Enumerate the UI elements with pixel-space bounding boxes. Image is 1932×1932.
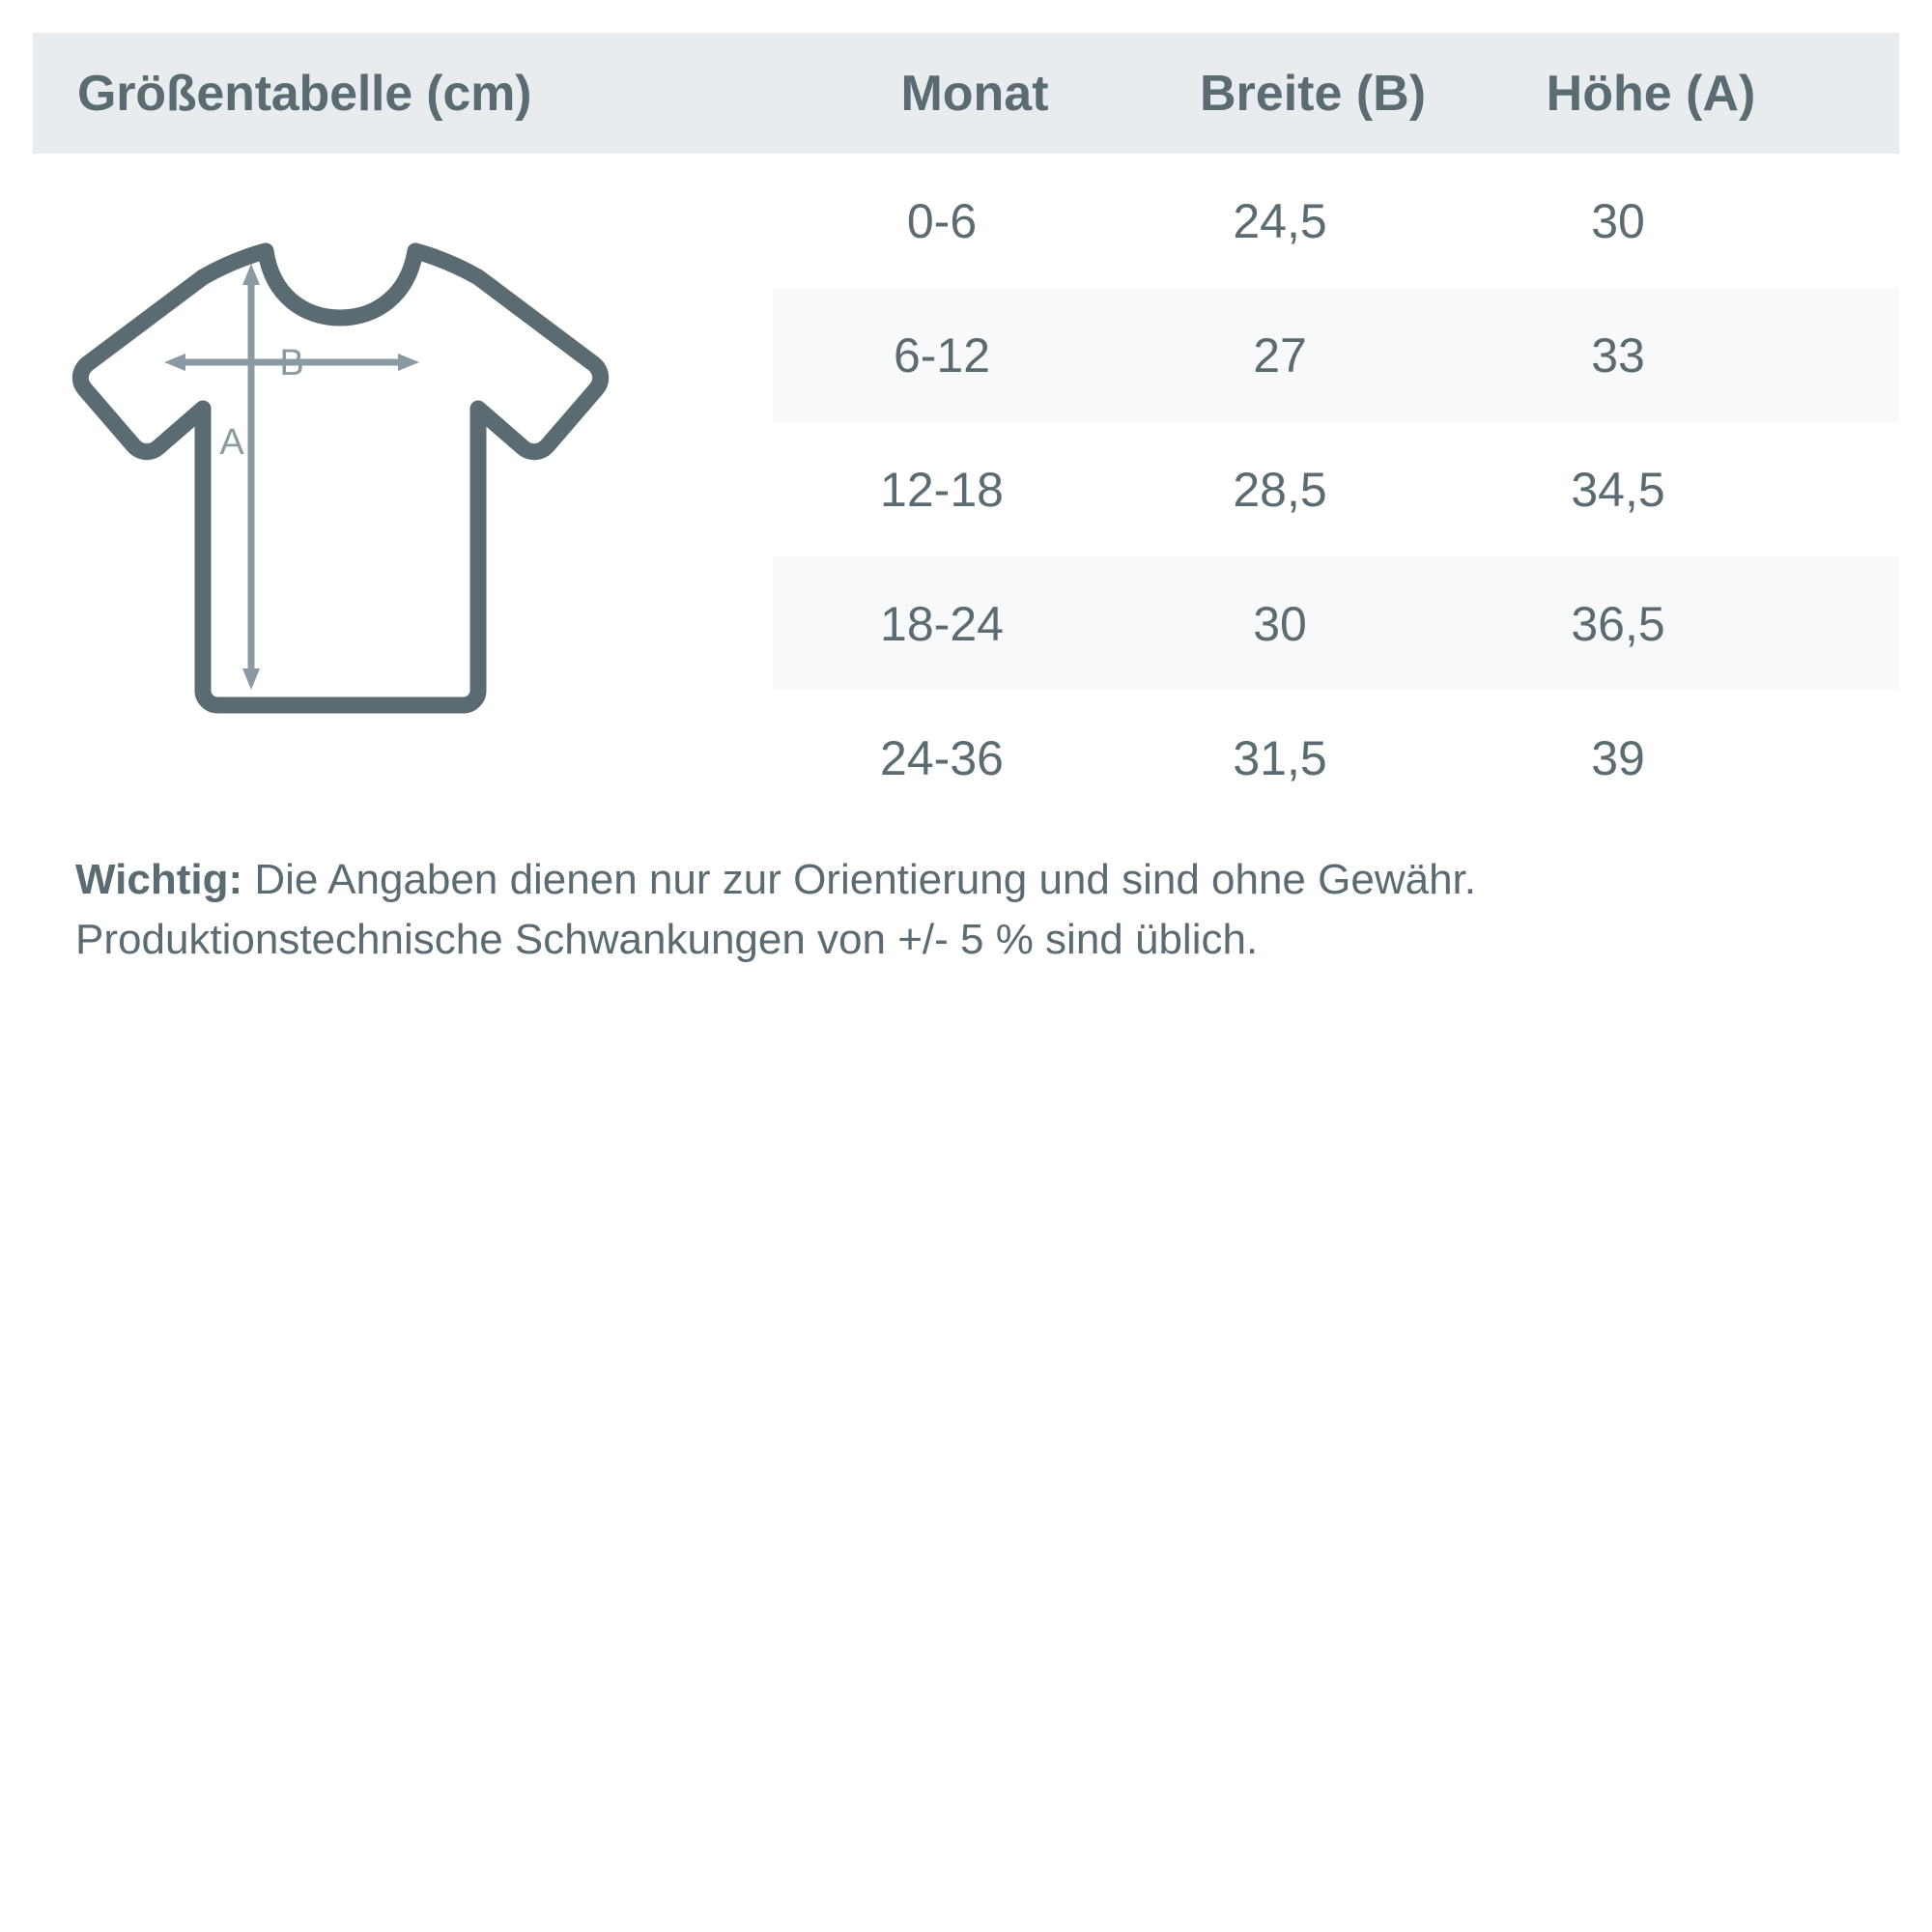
page-title: Größentabelle (cm) <box>77 65 532 122</box>
cell-month: 0-6 <box>906 193 978 248</box>
cell-month: 6-12 <box>893 327 991 383</box>
width-label: B <box>279 343 304 384</box>
disclaimer-note <box>75 850 1882 971</box>
tshirt-measurement-diagram <box>58 188 753 787</box>
cell-month: 18-24 <box>880 596 1004 651</box>
column-header-month: Monat <box>900 65 1049 122</box>
cell-month: 12-18 <box>880 462 1004 517</box>
height-arrow <box>242 264 260 690</box>
cell-height: 34,5 <box>1571 462 1665 517</box>
cell-height: 36,5 <box>1571 596 1665 651</box>
table-header-row <box>33 33 1899 154</box>
table-row <box>773 556 1899 691</box>
cell-month: 24-36 <box>880 730 1004 785</box>
cell-width: 27 <box>1253 327 1307 383</box>
cell-height: 39 <box>1591 730 1645 785</box>
disclaimer-label: Wichtig: <box>75 856 243 903</box>
disclaimer-text: Die Angaben dienen nur zur Orientierung und sind ohne Gewähr. Produktionstechnische Schwankungen von +/- 5 % sind üblich. <box>75 856 1476 964</box>
cell-width: 31,5 <box>1233 730 1327 785</box>
table-row <box>773 422 1899 556</box>
height-label: A <box>219 422 244 463</box>
cell-height: 30 <box>1591 193 1645 248</box>
table-row <box>773 154 1899 288</box>
cell-width: 24,5 <box>1233 193 1327 248</box>
column-header-width: Breite (B) <box>1199 65 1427 122</box>
column-header-height: Höhe (A) <box>1546 65 1756 122</box>
size-table <box>773 154 1899 825</box>
cell-width: 28,5 <box>1233 462 1327 517</box>
tshirt-icon <box>80 251 600 705</box>
table-row <box>773 691 1899 825</box>
cell-height: 33 <box>1591 327 1645 383</box>
table-row <box>773 288 1899 422</box>
cell-width: 30 <box>1253 596 1307 651</box>
